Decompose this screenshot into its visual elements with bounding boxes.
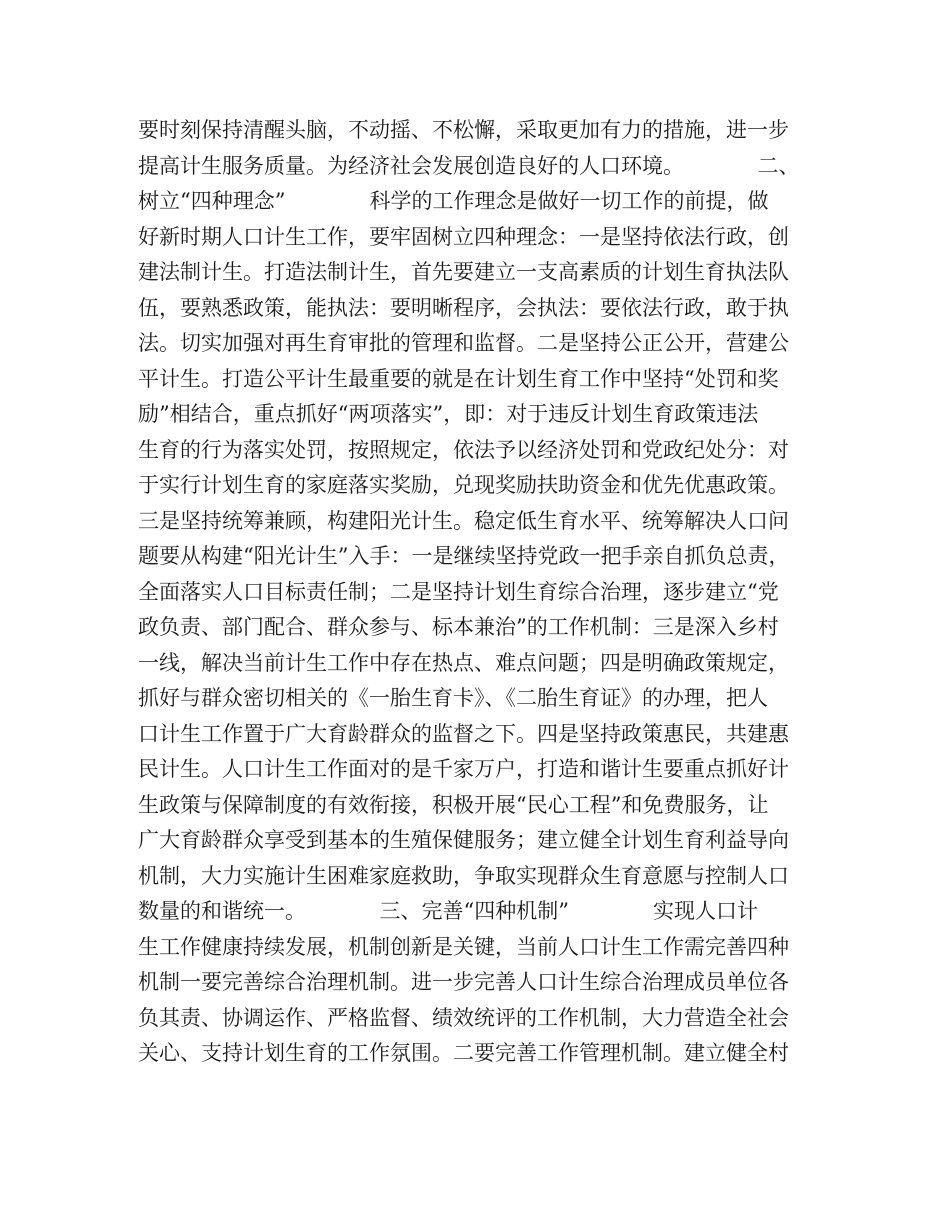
text-line: 政负责、部门配合、群众参与、标本兼治”的工作机制：三是深入乡村 <box>138 615 779 639</box>
text-line: 生政策与保障制度的有效衔接，积极开展“民心工程”和免费服务，让 <box>138 792 769 817</box>
text-line: 广大育龄群众享受到基本的生殖保健服务；建立健全计划生育利益导向 <box>138 828 789 852</box>
text-line: 励”相结合，重点抓好“两项落实”，即：对于违反计划生育政策违法 <box>138 402 759 426</box>
text-line: 伍，要熟悉政策，能执法：要明晰程序，会执法：要依法行政，敢于执 <box>138 295 789 320</box>
text-line: 三是坚持统筹兼顾，构建阳光计生。稳定低生育水平、统筹解决人口问 <box>138 508 789 533</box>
text-line: 平计生。打造公平计生最重要的就是在计划生育工作中坚持“处罚和奖 <box>138 366 779 391</box>
text-line: 关心、支持计划生育的工作氛围。二要完善工作管理机制。建立健全村 <box>138 1041 789 1065</box>
text-line: 生育的行为落实处罚，按照规定，依法予以经济处罚和党政纪处分：对 <box>138 437 789 462</box>
text-line: 要时刻保持清醒头脑，不动摇、不松懈，采取更加有力的措施，进一步 <box>138 118 789 142</box>
text-line: 生工作健康持续发展，机制创新是关键，当前人口计生工作需完善四种 <box>138 934 789 959</box>
text-line: 负其责、协调运作、严格监督、绩效统评的工作机制，大力营造全社会 <box>138 1005 789 1030</box>
document-body-text <box>138 113 828 1072</box>
text-line: 数量的和谐统一。 三、完善“四种机制” 实现人口计 <box>138 899 758 923</box>
text-line: 题要从构建“阳光计生”入手：一是继续坚持党政一把手亲自抓负总责， <box>138 544 790 568</box>
text-line: 好新时期人口计生工作，要牢固树立四种理念：一是坚持依法行政，创 <box>138 224 789 249</box>
text-line: 树立“四种理念” 科学的工作理念是做好一切工作的前提，做 <box>138 189 769 213</box>
text-line: 于实行计划生育的家庭落实奖励，兑现奖励扶助资金和优先优惠政策。 <box>138 473 789 497</box>
text-line: 一线，解决当前计生工作中存在热点、难点问题；四是明确政策规定， <box>138 650 789 675</box>
text-line: 抓好与群众密切相关的《一胎生育卡》、《二胎生育证》的办理，把人 <box>138 686 768 710</box>
text-line: 机制一要完善综合治理机制。进一步完善人口计生综合治理成员单位各 <box>138 970 789 994</box>
text-line: 法。切实加强对再生育审批的管理和监督。二是坚持公正公开，营建公 <box>138 331 789 355</box>
text-line: 全面落实人口目标责任制；二是坚持计划生育综合治理，逐步建立“党 <box>138 579 779 604</box>
text-line: 提高计生服务质量。为经济社会发展创造良好的人口环境。 二、 <box>138 153 800 178</box>
text-line: 民计生。人口计生工作面对的是千家万户，打造和谐计生要重点抓好计 <box>138 757 789 781</box>
text-line: 口计生工作置于广大育龄群众的监督之下。四是坚持政策惠民，共建惠 <box>138 721 789 746</box>
text-line: 机制，大力实施计生困难家庭救助，争取实现群众生育意愿与控制人口 <box>138 863 789 888</box>
text-line: 建法制计生。打造法制计生，首先要建立一支高素质的计划生育执法队 <box>138 260 789 284</box>
